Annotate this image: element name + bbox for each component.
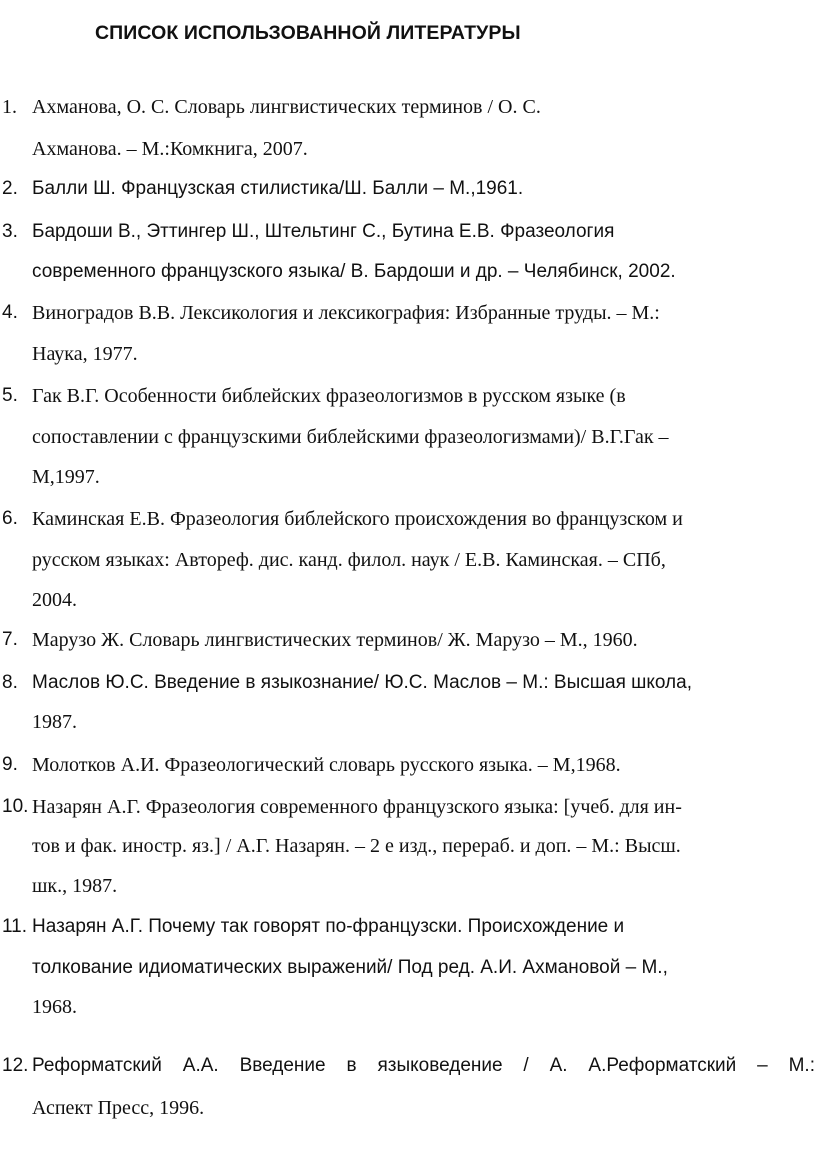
reference-text-line: Ахманова, О. С. Словарь лингвистических терминов / О. С. bbox=[32, 96, 541, 118]
reference-text-line: Маслов Ю.С. Введение в языкознание/ Ю.С. Маслов – М.: Высшая школа, bbox=[32, 672, 692, 693]
reference-number: 1. bbox=[2, 96, 17, 118]
reference-text-line: Бардоши В., Эттингер Ш., Штельтинг С., Бутина Е.В. Фразеология bbox=[32, 221, 615, 242]
reference-text-line: Наука, 1977. bbox=[32, 343, 138, 365]
reference-number: 9. bbox=[2, 754, 18, 775]
reference-number: 11. bbox=[2, 916, 28, 937]
reference-text-line: 2004. bbox=[32, 589, 77, 611]
reference-text-line: М,1997. bbox=[32, 466, 100, 488]
reference-number: 7. bbox=[2, 629, 18, 650]
reference-text-line: 1968. bbox=[32, 996, 77, 1018]
reference-number: 2. bbox=[2, 178, 18, 199]
reference-text-line: Молотков А.И. Фразеологический словарь русского языка. – М,1968. bbox=[32, 754, 621, 776]
reference-number: 10. bbox=[2, 796, 29, 817]
reference-text-line: Назарян А.Г. Почему так говорят по-французски. Происхождение и bbox=[32, 916, 625, 937]
reference-number: 6. bbox=[2, 508, 18, 529]
reference-number: 3. bbox=[2, 221, 18, 242]
reference-text-line: Гак В.Г. Особенности библейских фразеологизмов в русском языке (в bbox=[32, 385, 626, 407]
reference-text-line: Марузо Ж. Словарь лингвистических терминов/ Ж. Марузо – М., 1960. bbox=[32, 629, 638, 651]
reference-text-line: современного французского языка/ В. Бардоши и др. – Челябинск, 2002. bbox=[32, 261, 676, 282]
reference-number: 5. bbox=[2, 385, 18, 406]
page-title: СПИСОК ИСПОЛЬЗОВАННОЙ ЛИТЕРАТУРЫ bbox=[95, 22, 521, 44]
reference-text-line: Каминская Е.В. Фразеология библейского происхождения во французском и bbox=[32, 508, 683, 530]
reference-text-line: Балли Ш. Французская стилистика/Ш. Балли – М.,1961. bbox=[32, 178, 524, 199]
reference-text-line: 1987. bbox=[32, 711, 77, 733]
reference-text-line: русском языках: Автореф. дис. канд. филол. наук / Е.В. Каминская. – СПб, bbox=[32, 549, 666, 571]
reference-number: 8. bbox=[2, 672, 18, 693]
reference-text-line: шк., 1987. bbox=[32, 875, 118, 897]
reference-text-line: Ахманова. – М.:Комкнига, 2007. bbox=[32, 138, 308, 160]
reference-text-line: тов и фак. иностр. яз.] / А.Г. Назарян. – 2 е изд., перераб. и доп. – М.: Высш. bbox=[32, 835, 681, 857]
reference-number: 4. bbox=[2, 302, 18, 323]
reference-text-line: Реформатский А.А. Введение в языковедение / А. А.Реформатский – М.: bbox=[32, 1055, 815, 1076]
reference-text-line: Назарян А.Г. Фразеология современного французского языка: [учеб. для ин- bbox=[32, 796, 682, 818]
reference-text-line: Виноградов В.В. Лексикология и лексикография: Избранные труды. – М.: bbox=[32, 302, 660, 324]
reference-text-line: сопоставлении с французскими библейскими фразеологизмами)/ В.Г.Гак – bbox=[32, 426, 669, 448]
reference-number: 12. bbox=[2, 1055, 29, 1076]
reference-text-line: Аспект Пресс, 1996. bbox=[32, 1097, 205, 1119]
reference-text-line: толкование идиоматических выражений/ Под ред. А.И. Ахмановой – М., bbox=[32, 957, 668, 978]
